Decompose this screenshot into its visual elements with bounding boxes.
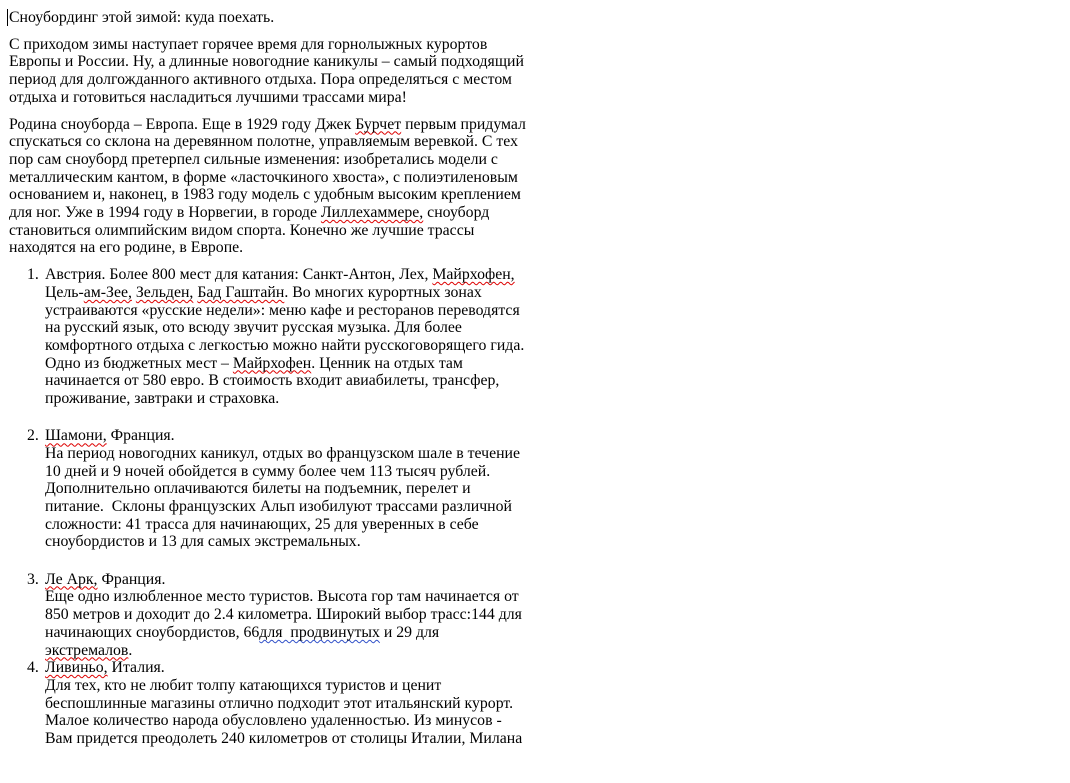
text-run: . [128,641,133,659]
text-run: становиться олимпийским видом спорта. Конечно же лучшие трассы [9,221,475,239]
list-item [9,266,525,408]
text-line [9,115,526,134]
list-item-number: 1. [27,266,39,284]
text-line [9,36,509,54]
misspelled-word: Бурчет [355,115,402,133]
text-line [9,168,518,187]
text-run: 10 дней и 9 ночей обойдется в сумму более чем 113 тысяч рублей. [45,462,491,480]
text-run: Вам придется преодолеть 240 километров от столицы Италии, Милана [45,730,523,748]
text-run: для ног. Уже в 1994 году в Норвегии, в городе [9,204,321,222]
text-run: питание. Склоны французских Альп изобилуют трассами различной [45,498,512,516]
text-line [9,239,509,257]
text-line [45,571,509,589]
text-line [45,694,514,713]
list-item [9,570,522,660]
document-title [9,9,509,27]
text-line [9,71,512,89]
misspelled-word: Бад Гаштайн [197,283,285,301]
text-run: на русский язык, ото всюду звучит русская музыка. Для более [45,319,462,337]
text-line [45,606,522,624]
text-line [45,730,523,748]
document-content [9,9,526,748]
text-line [9,186,521,204]
text-run: Франция. [97,570,166,588]
text-line [45,516,509,534]
text-run: и 29 для [379,623,440,641]
text-line [45,355,509,373]
text-line [45,336,525,355]
text-line [45,588,519,606]
text-line [9,204,509,222]
text-line [45,463,509,481]
text-line [9,222,509,240]
text-run: Для тех, кто не любит толпу катающихся туристов и ценит [45,676,442,694]
text-run: Австрия. Более 800 мест для катания: Санкт-Антон, Лех, [45,266,433,284]
text-run: Одно из бюджетных мест – [45,354,233,372]
text-run: беспошлинные магазины отлично подходит этот итальянский курорт. [45,694,514,712]
list-item [9,659,523,748]
text-run: На период новогодних каникул, отдых во французском шале в течение [45,444,520,462]
list-item-number: 3. [27,570,39,588]
text-line [9,151,509,169]
text-run: металлическим кантом, в форме «ласточкиного хвоста», с полиэтиленовым [9,168,518,186]
text-run: сноубордистов и 13 для самых экстремальных. [45,533,361,551]
misspelled-word: Ливиньо, [45,659,108,677]
text-run: Родина сноуборда – Европа. Еще в 1929 году Джек [9,115,356,133]
text-run: период для долгожданного активного отдыха. Пора определяться с местом [9,71,512,89]
text-run: Дополнительно оплачиваются билеты на подъемник, перелет и [45,480,471,498]
list-item [9,427,520,551]
text-line [9,9,509,27]
text-run: сноуборд [423,204,490,222]
text-line [45,427,509,445]
text-run: . Во многих курортных зонах [284,283,482,301]
text-run: устраиваются «русские недели»: меню кафе и ресторанов переводятся [45,301,520,319]
text-run: начинающих сноубордистов, 66 [45,623,260,641]
grammar-flagged-text: для продвинутых [259,623,380,641]
text-run: начинается от 580 евро. В стоимость входит авиабилеты, трансфер, [45,372,500,390]
text-run: сложности: 41 трасса для начинающих, 25 для уверенных в себе [45,515,479,533]
text-line [45,659,509,677]
text-line [45,624,509,642]
text-run: отдыха и готовиться насладиться лучшими трассами мира! [9,88,407,106]
misspelled-word: ам-Зее, [83,283,132,301]
text-run: Цель- [45,283,84,301]
text-run: Франция. [106,427,175,445]
paragraph [9,35,524,107]
text-line [45,301,520,320]
text-run: комфортного отдыха с легкостью можно найти русскоговорящего гида. [45,336,525,354]
text-line [9,53,524,71]
text-line [45,444,520,463]
text-run: Еще одно излюбленное место туристов. Высота гор там начинается от [45,588,519,606]
text-line [45,642,509,660]
misspelled-word: Ле Арк, [45,570,98,588]
text-line [45,677,509,695]
text-run: Италия. [107,659,165,677]
text-run: 850 метров и доходит до 2.4 километра. Широкий выбор трасс:144 для [45,606,522,624]
misspelled-word: Лиллехаммере, [320,204,424,222]
text-line [45,712,509,730]
text-run: пор сам сноуборд претерпел сильные изменения: изобретались модели с [9,150,498,168]
text-line [45,498,512,516]
text-run: основанием и, наконец, в 1983 году модель с удобным высоким креплением [9,186,521,204]
list-item-number: 4. [27,659,39,677]
text-line [9,133,519,151]
text-line [45,533,509,551]
text-line [45,284,509,302]
text-cursor [7,9,8,26]
text-line [45,390,509,408]
text-run: проживание, завтраки и страховка. [45,390,280,408]
paragraph [9,115,526,258]
text-run: . Ценник на отдых там [311,354,463,372]
text-line [45,319,509,337]
text-line [9,89,509,107]
text-run: спускаться со склона на деревянном полотне, управляемым веревкой. С тех [9,133,519,151]
text-run: Сноубординг этой зимой: куда поехать. [9,9,275,26]
misspelled-word: Шамони, [45,427,107,445]
text-run: находятся на его родине, в Европе. [9,239,244,257]
text-line [45,480,509,498]
misspelled-word: Майрхофен, [432,266,515,284]
text-run: Малое количество народа обусловлено удаленностью. Из минусов - [45,712,502,730]
text-run: первым придумал [401,115,526,133]
misspelled-word: Зельден, [135,283,194,301]
text-run: С приходом зимы наступает горячее время для горнолыжных курортов [9,35,488,53]
misspelled-word: Майрхофен [232,354,312,372]
text-line [45,372,509,390]
list-item-number: 2. [27,427,39,445]
misspelled-word: экстремалов [45,641,129,659]
text-line [45,266,515,284]
text-run: Европы и России. Ну, а длинные новогодние каникулы – самый подходящий [9,53,524,71]
